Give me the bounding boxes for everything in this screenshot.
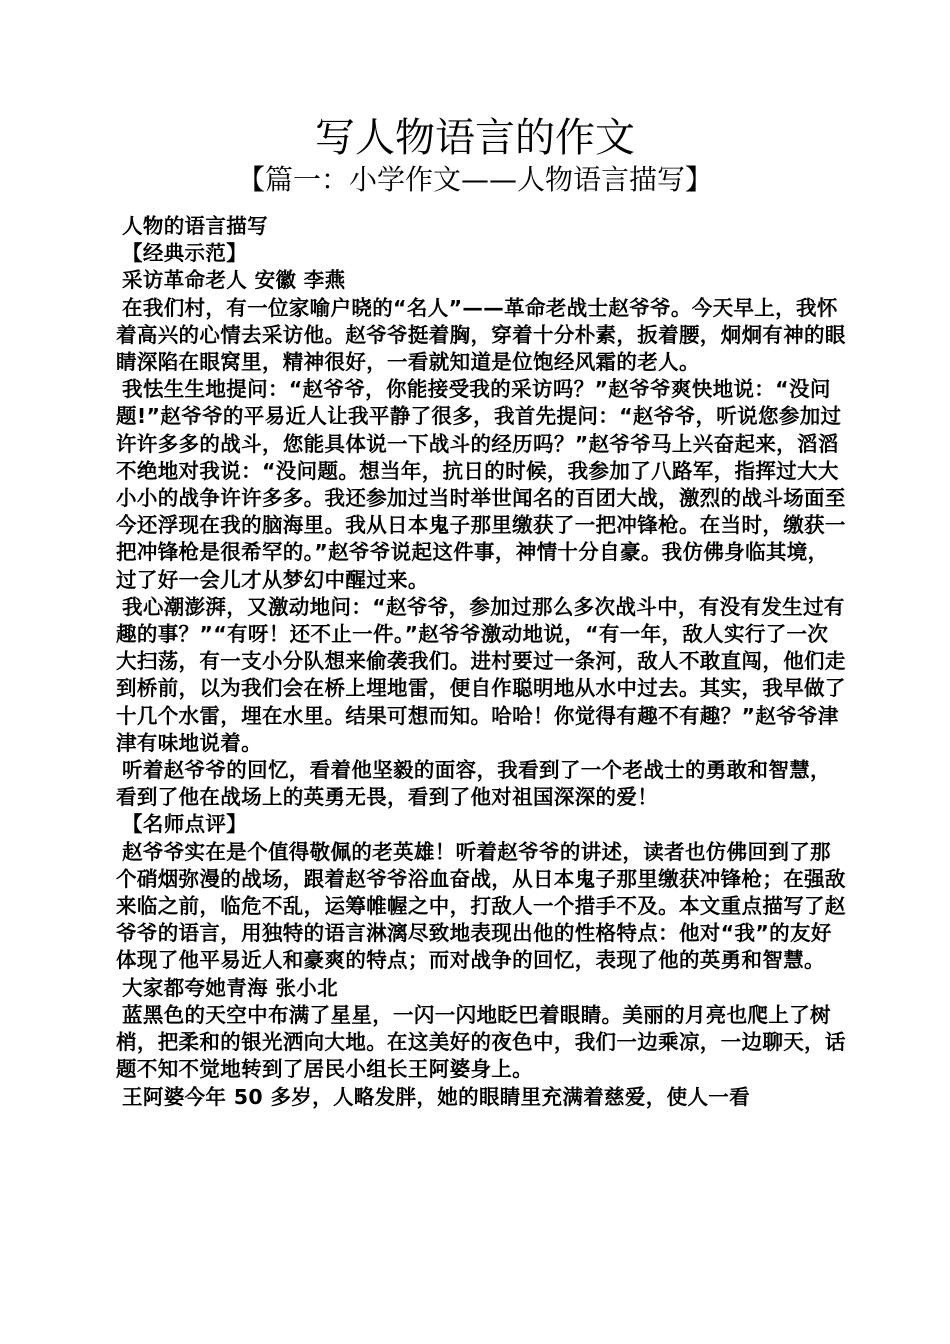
article1-paragraph: 我怯生生地提问：“赵爷爷，你能接受我的采访吗？”赵爷爷爽快地说：“没问题!”赵爷爷的平易近人让我平静了很多，我首先提问：“赵爷爷，听说您参加过许许多多的战斗，您能具体说一下战斗的经历吗？”赵爷爷马上兴奋起来，滔滔不绝地对我说：“没问题。想当年，抗日的时候，我参加了八路军，指挥过大大小小的战争许许多多。我还参加过当时举世闻名的百团大战，激烈的战斗场面至今还浮现在我的脑海里。我从日本鬼子那里缴获了一把冲锋枪。在当时，缴获一把冲锋枪是很希罕的。”赵爷爷说起这件事，神情十分自豪。我仿佛身临其境，过了好一会儿才从梦幻中醒过来。: [116, 377, 846, 592]
comment-paragraph: 赵爷爷实在是个值得敬佩的老英雄！听着赵爷爷的讲述，读者也仿佛回到了那个硝烟弥漫的战场，跟着赵爷爷浴血奋战，从日本鬼子那里缴获冲锋枪；在强敌来临之前，临危不乱，运筹帷幄之中，打敌人一个措手不及。本文重点描写了赵爷爷的语言，用独特的语言淋漓尽致地表现出他的性格特点：他对“我”的友好体现了他平易近人和豪爽的特点；而对战争的回忆，表现了他的英勇和智慧。: [116, 839, 846, 973]
comment-label: 【名师点评】: [122, 812, 248, 837]
article1-paragraph: 听着赵爷爷的回忆，看着他坚毅的面容，我看到了一个老战士的勇敢和智慧，看到了他在战场上的英勇无畏，看到了他对祖国深深的爱！: [116, 758, 831, 810]
article2-title: 大家都夸她青海 张小北: [122, 975, 338, 1000]
document-body: [116, 213, 846, 1111]
article1-paragraph: 在我们村，有一位家喻户晓的“名人”——革命老战士赵爷爷。今天早上，我怀着高兴的心情去采访他。赵爷爷挺着胸，穿着十分朴素，扳着腰，炯炯有神的眼睛深陷在眼窝里，精神很好，一看就知道是位饱经风霜的老人。: [116, 295, 846, 375]
article2-paragraph: 王阿婆今年 50 多岁，人略发胖，她的眼睛里充满着慈爱，使人一看: [122, 1084, 750, 1109]
section-heading: 人物的语言描写: [122, 214, 268, 238]
article1-title: 采访革命老人 安徽 李燕: [122, 268, 346, 293]
article1-paragraph: 我心潮澎湃，又激动地问：“赵爷爷，参加过那么多次战斗中，有没有发生过有趣的事？”“有呀！还不止一件。”赵爷爷激动地说，“有一年，敌人实行了一次大扫荡，有一支小分队想来偷袭我们。进村要过一条河，敌人不敢直闯，他们走到桥前，以为我们会在桥上埋地雷，便自作聪明地从水中过去。其实，我早做了十几个水雷，埋在水里。结果可想而知。哈哈！你觉得有趣不有趣？”赵爷爷津津有味地说着。: [116, 594, 846, 755]
example-label: 【经典示范】: [122, 241, 248, 266]
document-title: 写人物语言的作文: [315, 115, 635, 161]
article2-paragraph: 蓝黑色的天空中布满了星星，一闪一闪地眨巴着眼睛。美丽的月亮也爬上了树梢，把柔和的银光洒向大地。在这美好的夜色中，我们一边乘凉，一边聊天，话题不知不觉地转到了居民小组长王阿婆身上。: [116, 1002, 846, 1082]
document-subtitle: 【篇一：小学作文——人物语言描写】: [236, 163, 713, 196]
